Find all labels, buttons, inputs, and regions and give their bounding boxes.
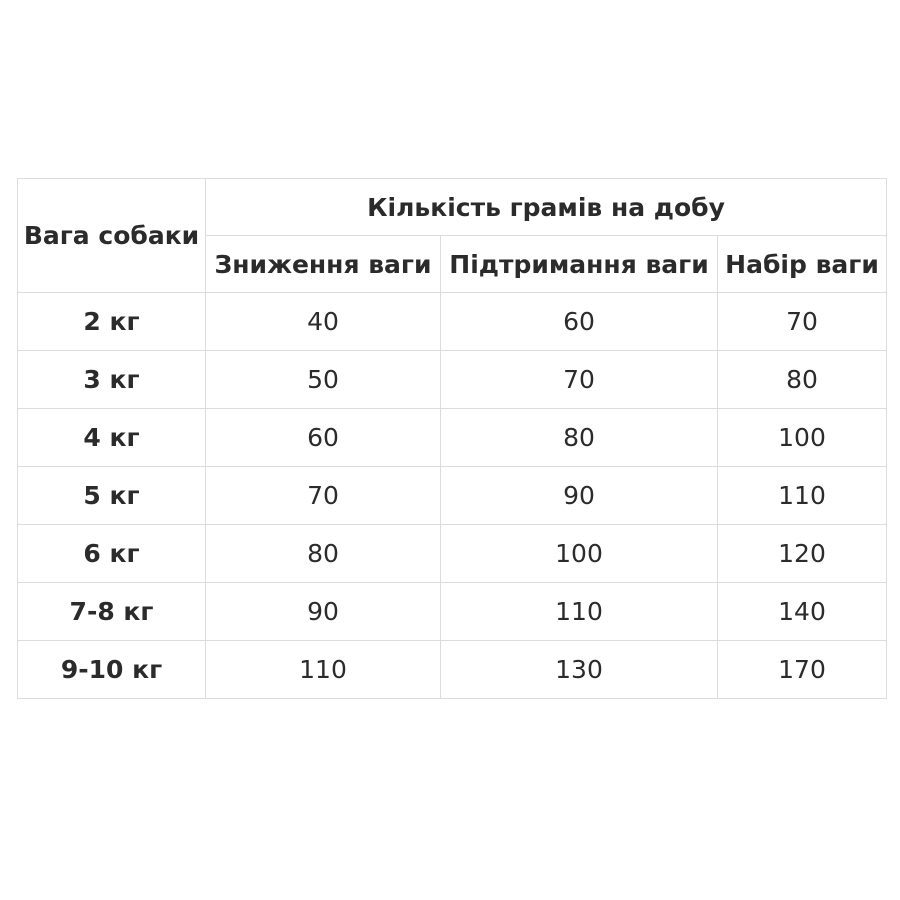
weight-gain-cell: 120 — [718, 525, 887, 583]
weight-gain-cell: 140 — [718, 583, 887, 641]
weight-loss-cell: 60 — [206, 409, 441, 467]
table-row — [18, 351, 887, 409]
maintenance-cell: 130 — [441, 641, 718, 699]
maintenance-cell: 60 — [441, 293, 718, 351]
weight-loss-cell: 40 — [206, 293, 441, 351]
table-row — [18, 641, 887, 699]
maintenance-cell: 110 — [441, 583, 718, 641]
table-row — [18, 525, 887, 583]
table-row — [18, 583, 887, 641]
weight-loss-cell: 90 — [206, 583, 441, 641]
weight-cell: 3 кг — [18, 351, 206, 409]
weight-cell: 5 кг — [18, 467, 206, 525]
weight-cell: 7-8 кг — [18, 583, 206, 641]
weight-cell: 6 кг — [18, 525, 206, 583]
column-header-weight-loss: Зниження ваги — [206, 236, 441, 293]
weight-gain-cell: 70 — [718, 293, 887, 351]
maintenance-cell: 90 — [441, 467, 718, 525]
weight-gain-cell: 170 — [718, 641, 887, 699]
weight-loss-cell: 70 — [206, 467, 441, 525]
table-row — [18, 293, 887, 351]
weight-header: Вага собаки — [18, 179, 206, 293]
header-row-1 — [18, 179, 887, 236]
weight-cell: 2 кг — [18, 293, 206, 351]
weight-gain-cell: 100 — [718, 409, 887, 467]
maintenance-cell: 70 — [441, 351, 718, 409]
feeding-table-container — [17, 178, 886, 699]
weight-gain-cell: 110 — [718, 467, 887, 525]
weight-gain-cell: 80 — [718, 351, 887, 409]
weight-cell: 4 кг — [18, 409, 206, 467]
weight-cell: 9-10 кг — [18, 641, 206, 699]
weight-loss-cell: 110 — [206, 641, 441, 699]
grams-per-day-header: Кількість грамів на добу — [206, 179, 887, 236]
column-header-weight-maintenance: Підтримання ваги — [441, 236, 718, 293]
table-row — [18, 409, 887, 467]
weight-loss-cell: 50 — [206, 351, 441, 409]
maintenance-cell: 80 — [441, 409, 718, 467]
weight-loss-cell: 80 — [206, 525, 441, 583]
column-header-weight-gain: Набір ваги — [718, 236, 887, 293]
feeding-table — [17, 178, 887, 699]
table-row — [18, 467, 887, 525]
maintenance-cell: 100 — [441, 525, 718, 583]
